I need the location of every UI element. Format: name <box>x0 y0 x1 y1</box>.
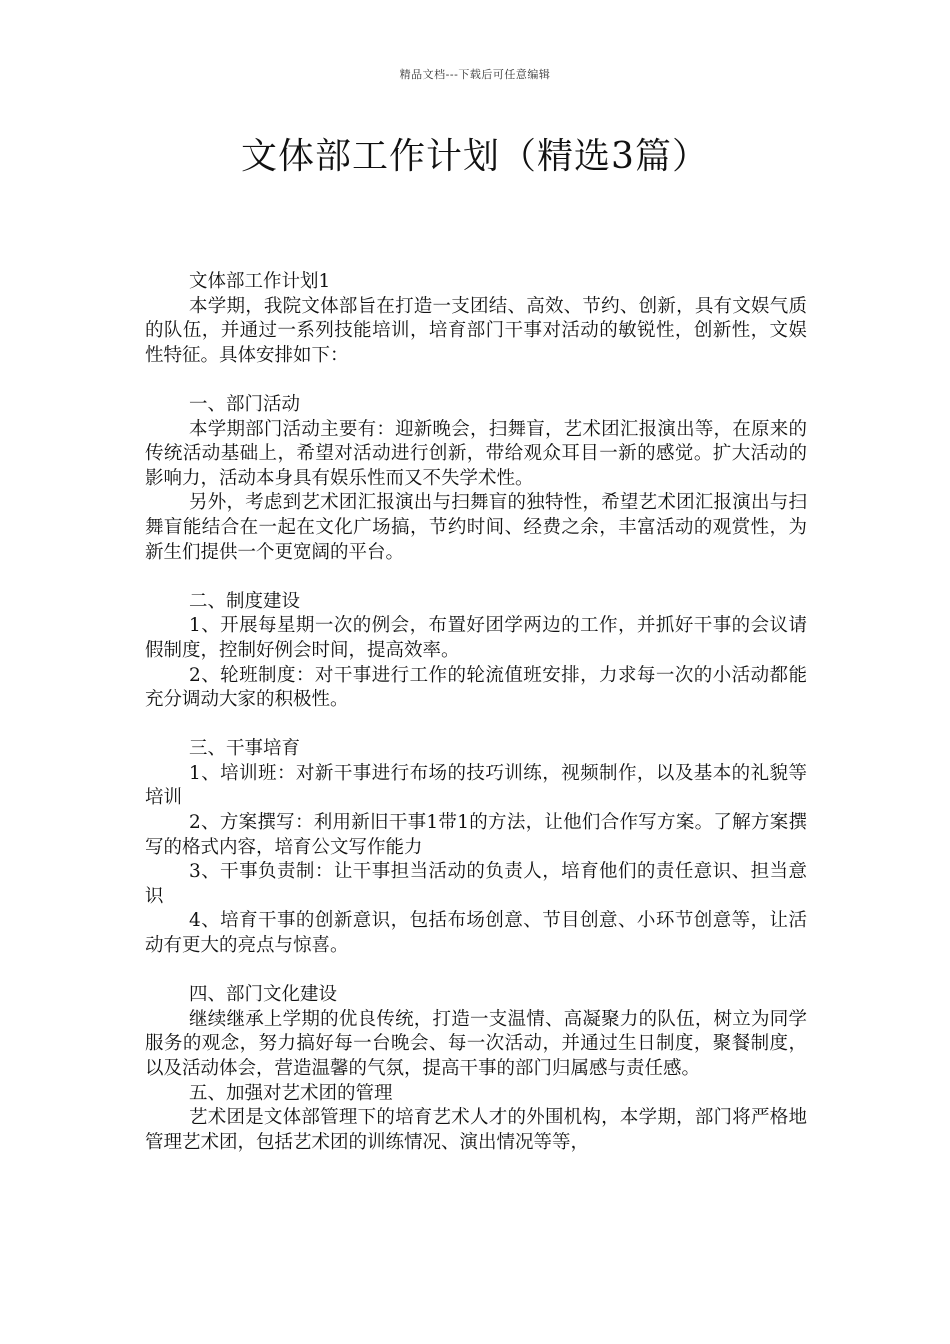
training-paragraph-3: 3、干事负责制：让干事担当活动的负责人，培育他们的责任意识、担当意识 <box>145 861 807 907</box>
system-paragraph-1: 1、开展每星期一次的例会，布置好团学两边的工作，并抓好干事的会议请假制度，控制好例会时间，提高效率。 <box>145 615 807 661</box>
training-paragraph-2: 2、方案撰写：利用新旧干事1带1的方法，让他们合作写方案。了解方案撰写的格式内容，培育公文写作能力 <box>145 812 807 858</box>
section-heading-training: 三、干事培育 <box>189 738 301 760</box>
document-body <box>145 270 807 1155</box>
header-note: 精品文档---下载后可任意编辑 <box>399 68 551 81</box>
paragraph-spacer <box>145 959 807 984</box>
activities-paragraph-2: 另外，考虑到艺术团汇报演出与扫舞盲的独特性，希望艺术团汇报演出与扫舞盲能结合在一起在文化广场搞，节约时间、经费之余，丰富活动的观赏性，为新生们提供一个更宽阔的平台。 <box>145 492 807 563</box>
section-heading-activities: 一、部门活动 <box>189 393 301 415</box>
document-title: 文体部工作计划（精选3篇） <box>241 136 709 177</box>
paragraph-spacer <box>145 565 807 590</box>
culture-paragraph-1: 继续继承上学期的优良传统，打造一支温情、高凝聚力的队伍，树立为同学服务的观念，努力搞好每一台晚会、每一次活动，并通过生日制度，聚餐制度，以及活动体会，营造温馨的气氛，提高干事的部门归属感与责任感。 <box>145 1008 807 1079</box>
intro-paragraph: 本学期，我院文体部旨在打造一支团结、高效、节约、创新，具有文娱气质的队伍，并通过一系列技能培训，培育部门干事对活动的敏锐性，创新性，文娱性特征。具体安排如下： <box>145 295 807 366</box>
training-paragraph-4: 4、培育干事的创新意识，包括布场创意、节目创意、小环节创意等，让活动有更大的亮点与惊喜。 <box>145 910 807 957</box>
plan-label: 文体部工作计划1 <box>189 271 331 292</box>
paragraph-spacer <box>145 713 807 738</box>
activities-paragraph-1: 本学期部门活动主要有：迎新晚会，扫舞盲，艺术团汇报演出等，在原来的传统活动基础上，希望对活动进行创新，带给观众耳目一新的感觉。扩大活动的影响力，活动本身具有娱乐性而又不失学术性。 <box>145 418 807 489</box>
training-paragraph-1: 1、培训班：对新干事进行布场的技巧训练，视频制作，以及基本的礼貌等培训 <box>145 762 807 809</box>
system-paragraph-2: 2、轮班制度：对干事进行工作的轮流值班安排，力求每一次的小活动都能充分调动大家的积极性。 <box>145 664 807 711</box>
section-heading-culture: 四、部门文化建设 <box>189 984 338 1006</box>
paragraph-spacer <box>145 368 807 393</box>
section-heading-art-troupe: 五、加强对艺术团的管理 <box>189 1082 393 1104</box>
art-troupe-paragraph-1: 艺术团是文体部管理下的培育艺术人才的外围机构，本学期，部门将严格地管理艺术团，包括艺术团的训练情况、演出情况等等， <box>145 1107 807 1153</box>
section-heading-system: 二、制度建设 <box>189 590 301 612</box>
